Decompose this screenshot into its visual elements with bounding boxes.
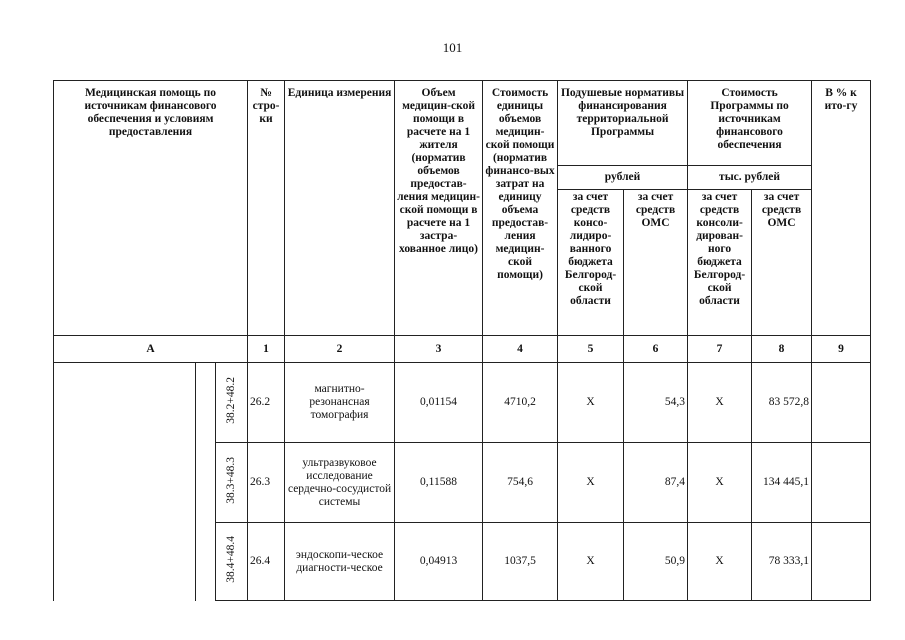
row-per-capita-budget: X	[558, 523, 624, 601]
row-unit-cost: 4710,2	[483, 363, 558, 443]
header-col-6: за счет средств ОМС	[624, 190, 688, 336]
header-row-1	[54, 81, 871, 166]
row-cost-oms: 134 445,1	[752, 443, 812, 523]
row-code: 38.3+48.3	[225, 457, 238, 504]
financing-table	[53, 80, 871, 601]
header-unit-thousand-rub: тыс. рублей	[688, 166, 812, 190]
table-row	[54, 363, 871, 443]
row-code: 38.4+48.4	[225, 536, 238, 583]
section-blank-cell	[54, 363, 196, 601]
header-col-5: за счет средств консо-лидиро-ванного бюджета Белгород-ской области	[558, 190, 624, 336]
row-code-cell	[216, 443, 248, 523]
row-unit: ультразвуковое исследование сердечно-сосудистой системы	[285, 443, 395, 523]
column-number-row	[54, 336, 871, 363]
column-number-6: 6	[624, 336, 688, 363]
page-number: 101	[442, 40, 463, 55]
row-cost-budget: X	[688, 363, 752, 443]
row-unit: магнитно-резонансная томография	[285, 363, 395, 443]
column-number-a: А	[54, 336, 248, 363]
row-cost-budget: X	[688, 523, 752, 601]
row-cost-oms: 78 333,1	[752, 523, 812, 601]
row-per-capita-oms: 87,4	[624, 443, 688, 523]
header-col-a: Медицинская помощь по источникам финансового обеспечения и условиям предоставления	[54, 81, 248, 336]
header-col-3: Объем медицин-ской помощи в расчете на 1 жителя (норматив объемов предостав-ления медицин-ской помощи в расчете на 1 застра-хованное лицо)	[395, 81, 483, 336]
row-percent	[812, 363, 871, 443]
header-col-1: № стро-ки	[248, 81, 285, 336]
row-code: 38.2+48.2	[225, 377, 238, 424]
row-code-cell	[216, 363, 248, 443]
header-group-program-cost: Стоимость Программы по источникам финансового обеспечения	[688, 81, 812, 166]
row-cost-budget: X	[688, 443, 752, 523]
row-unit-cost: 1037,5	[483, 523, 558, 601]
row-number: 26.2	[248, 363, 285, 443]
row-percent	[812, 523, 871, 601]
row-per-capita-oms: 50,9	[624, 523, 688, 601]
column-number-4: 4	[483, 336, 558, 363]
row-per-capita-oms: 54,3	[624, 363, 688, 443]
header-col-2: Единица измерения	[285, 81, 395, 336]
column-number-2: 2	[285, 336, 395, 363]
row-unit-cost: 754,6	[483, 443, 558, 523]
row-percent	[812, 443, 871, 523]
header-col-9: В % к ито-гу	[812, 81, 871, 336]
column-number-5: 5	[558, 336, 624, 363]
header-col-8: за счет средств ОМС	[752, 190, 812, 336]
header-col-4: Стоимость единицы объемов медицин-ской помощи (норматив финансо-вых затрат на единицу объема предостав-ления медицин-ской помощи)	[483, 81, 558, 336]
header-group-per-capita: Подушевые нормативы финансирования территориальной Программы	[558, 81, 688, 166]
row-cost-oms: 83 572,8	[752, 363, 812, 443]
row-code-cell	[216, 523, 248, 601]
subsection-blank-cell	[196, 363, 216, 601]
column-number-9: 9	[812, 336, 871, 363]
column-number-3: 3	[395, 336, 483, 363]
row-volume: 0,01154	[395, 363, 483, 443]
header-col-7: за счет средств консоли-дирован-ного бюджета Белгород-ской области	[688, 190, 752, 336]
row-per-capita-budget: X	[558, 363, 624, 443]
column-number-7: 7	[688, 336, 752, 363]
column-number-1: 1	[248, 336, 285, 363]
header-unit-rub: рублей	[558, 166, 688, 190]
column-number-8: 8	[752, 336, 812, 363]
row-volume: 0,04913	[395, 523, 483, 601]
row-number: 26.3	[248, 443, 285, 523]
row-per-capita-budget: X	[558, 443, 624, 523]
row-unit: эндоскопи-ческое диагности-ческое	[285, 523, 395, 601]
row-volume: 0,11588	[395, 443, 483, 523]
row-number: 26.4	[248, 523, 285, 601]
